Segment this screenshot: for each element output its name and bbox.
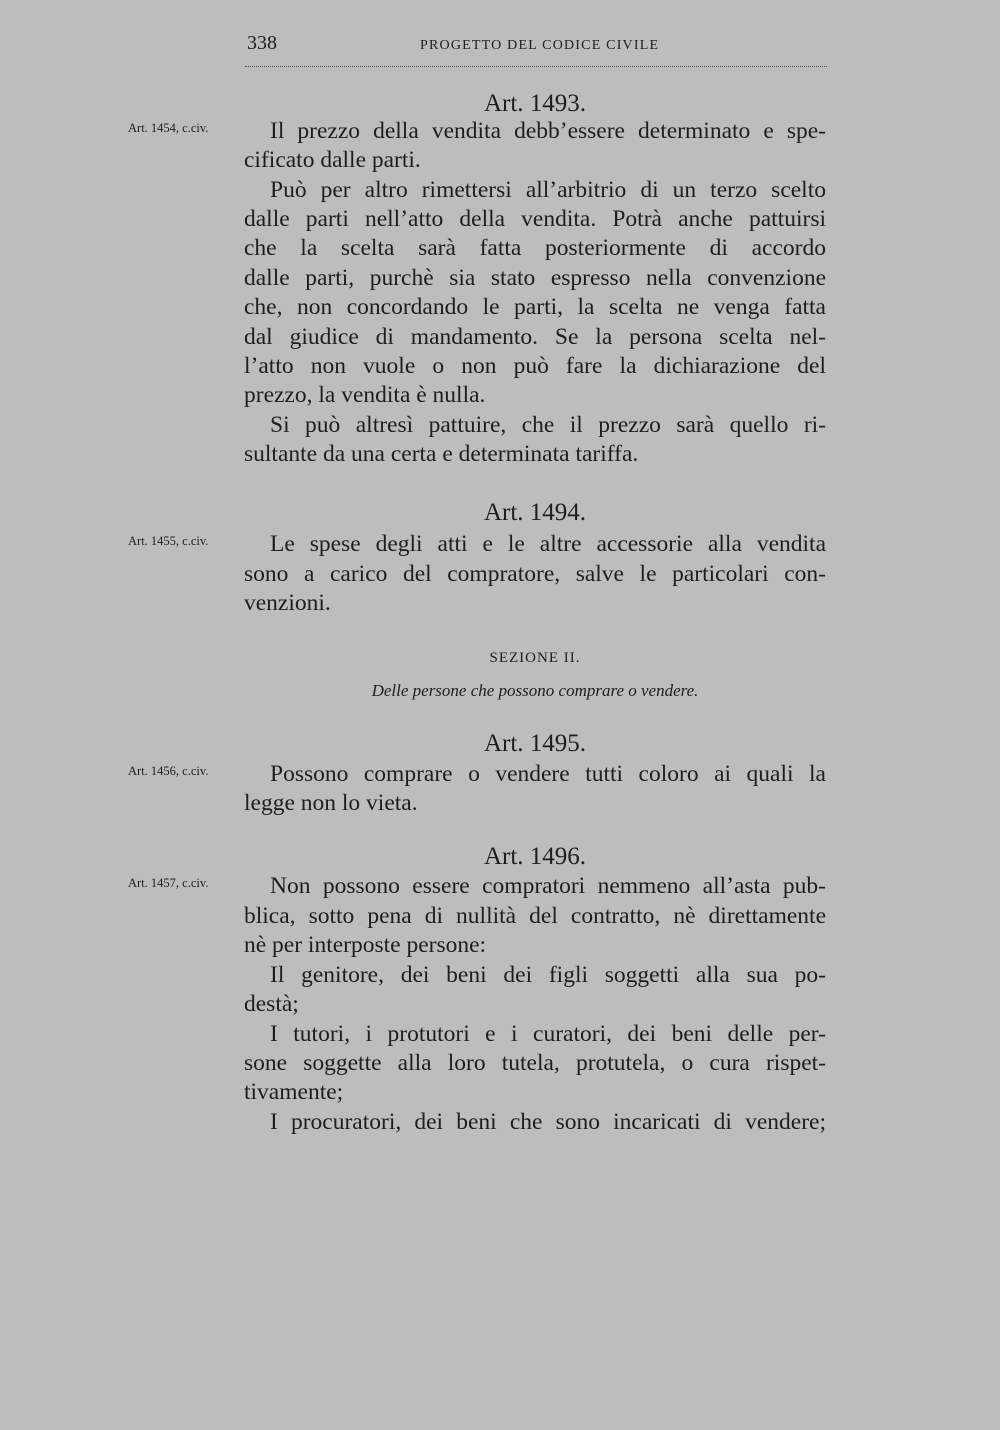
- article-1494-heading: Art. 1494.: [483, 499, 587, 526]
- article-1493-line: che la scelta sarà fatta posteriormente di accordo: [244, 235, 826, 261]
- section-subtitle: Delle persone che possono comprare o vendere.: [371, 681, 699, 700]
- article-1494-line: Le spese degli atti e le altre accessorie alla vendita: [270, 531, 826, 557]
- article-1495-line: Possono comprare o vendere tutti coloro ai quali la: [270, 761, 826, 787]
- article-1493-line: dalle parti nell’atto della vendita. Potrà anche pattuirsi: [244, 206, 826, 232]
- article-1493-line: prezzo, la vendita è nulla.: [244, 382, 486, 408]
- article-1496-line: sone soggette alla loro tutela, protutela, o cura rispet-: [244, 1050, 826, 1076]
- article-1493-line: Si può altresì pattuire, che il prezzo sarà quello ri-: [270, 412, 826, 438]
- section-title: SEZIONE II.: [489, 650, 581, 666]
- article-1493-line: Il prezzo della vendita debb’essere determinato e spe-: [270, 118, 826, 144]
- running-title: PROGETTO DEL CODICE CIVILE: [420, 38, 660, 53]
- article-1496-line: I tutori, i protutori e i curatori, dei beni delle per-: [270, 1021, 826, 1047]
- article-1493-line: Può per altro rimettersi all’arbitrio di un terzo scelto: [270, 177, 826, 203]
- article-1493-heading: Art. 1493.: [483, 90, 587, 117]
- article-1496-line: blica, sotto pena di nullità del contratto, nè direttamente: [244, 903, 826, 929]
- article-1493-line: sultante da una certa e determinata tariffa.: [244, 441, 639, 467]
- article-1493-margin-note: Art. 1454, c.civ.: [128, 121, 209, 135]
- article-1493-line: che, non concordando le parti, la scelta ne venga fatta: [244, 294, 826, 320]
- article-1496-line: tivamente;: [244, 1079, 344, 1105]
- page-number: 338: [247, 32, 277, 54]
- article-1493-line: dalle parti, purchè sia stato espresso nella convenzione: [244, 265, 826, 291]
- article-1496-line: destà;: [244, 991, 299, 1017]
- article-1496-line: Non possono essere compratori nemmeno all’asta pub-: [270, 873, 826, 899]
- page-header: [245, 30, 827, 67]
- article-1496-line: Il genitore, dei beni dei figli soggetti alla sua po-: [270, 962, 826, 988]
- article-1495-margin-note: Art. 1456, c.civ.: [128, 764, 209, 778]
- article-1496-line: I procuratori, dei beni che sono incaricati di vendere;: [270, 1109, 826, 1135]
- article-1495-line: legge non lo vieta.: [244, 790, 418, 816]
- article-1494-line: sono a carico del compratore, salve le particolari con-: [244, 561, 826, 587]
- article-1496-line: nè per interposte persone:: [244, 932, 487, 958]
- article-1494-margin-note: Art. 1455, c.civ.: [128, 534, 209, 548]
- article-1494-line: venzioni.: [244, 590, 331, 616]
- article-1493-line: l’atto non vuole o non può fare la dichiarazione del: [244, 353, 826, 379]
- article-1496-heading: Art. 1496.: [483, 843, 587, 870]
- article-1496-margin-note: Art. 1457, c.civ.: [128, 876, 209, 890]
- article-1493-line: cificato dalle parti.: [244, 147, 421, 173]
- article-1495-heading: Art. 1495.: [483, 730, 587, 757]
- article-1493-line: dal giudice di mandamento. Se la persona scelta nel-: [244, 324, 826, 350]
